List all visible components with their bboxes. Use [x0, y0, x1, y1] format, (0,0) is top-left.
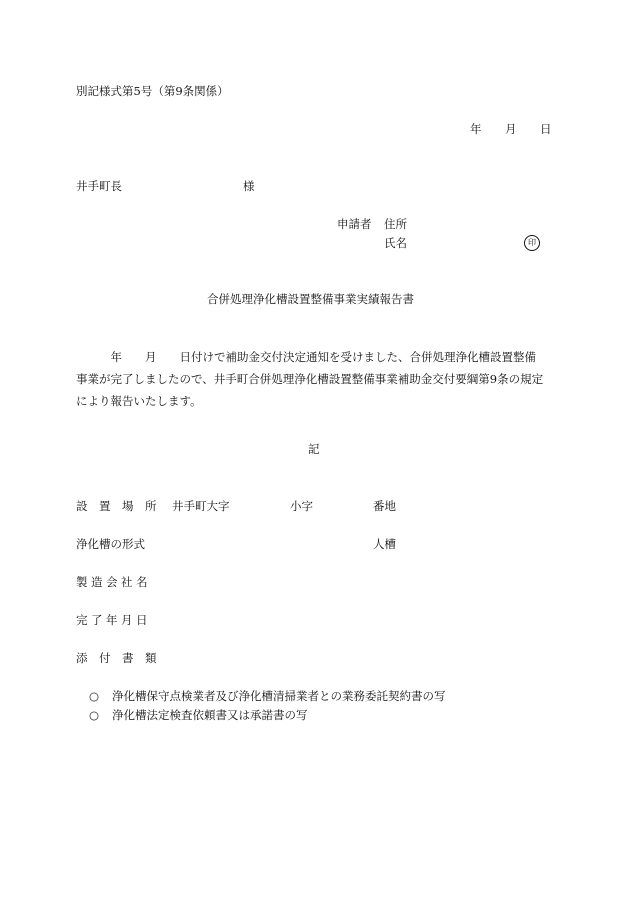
report-body	[76, 346, 556, 412]
location-label: 設 置 場 所	[76, 499, 157, 513]
attachment-item-2-text: 浄化槽法定検査依頼書又は承諾書の写	[112, 708, 308, 722]
attachments-label: 添 付 書 類	[76, 651, 157, 665]
tank-type-label: 浄化槽の形式	[76, 537, 145, 551]
seal-mark: 印	[524, 235, 540, 251]
report-body-line-2: 事業が完了しましたので、井手町合併処理浄化槽設置整備事業補助金交付要綱第9条の規定	[76, 372, 544, 386]
date-month: 月	[505, 122, 517, 136]
report-body-line-1: 年 月 日付けで補助金交付決定通知を受けました、合併処理浄化槽設置整備	[76, 350, 536, 364]
addressee-name: 井手町長	[76, 179, 122, 193]
attachment-item-1-text: 浄化槽保守点検業者及び浄化槽清掃業者との業務委託契約書の写	[112, 689, 446, 703]
location-koaza: 小字	[290, 499, 313, 513]
attachment-item-1-marker: ○	[89, 689, 100, 703]
date-day: 日	[540, 122, 552, 136]
addressee-honorific: 様	[243, 179, 255, 193]
attachment-item-2-marker: ○	[89, 708, 100, 722]
applicant-name-label: 氏名	[384, 236, 407, 250]
location-oaza: 井手町大字	[172, 499, 230, 513]
form-number: 別記様式第5号（第9条関係）	[76, 84, 229, 98]
date-year: 年	[470, 122, 482, 136]
ki-heading: 記	[308, 442, 320, 456]
report-body-line-3: により報告いたします。	[76, 394, 202, 408]
document-title: 合併処理浄化槽設置整備事業実績報告書	[207, 292, 414, 306]
manufacturer-label: 製造会社名	[76, 575, 151, 589]
completion-date-label: 完了年月日	[76, 613, 151, 627]
applicant-role-label: 申請者	[337, 217, 372, 231]
location-banchi: 番地	[373, 499, 396, 513]
applicant-address-label: 住所	[384, 217, 407, 231]
tank-unit: 人槽	[373, 537, 396, 551]
